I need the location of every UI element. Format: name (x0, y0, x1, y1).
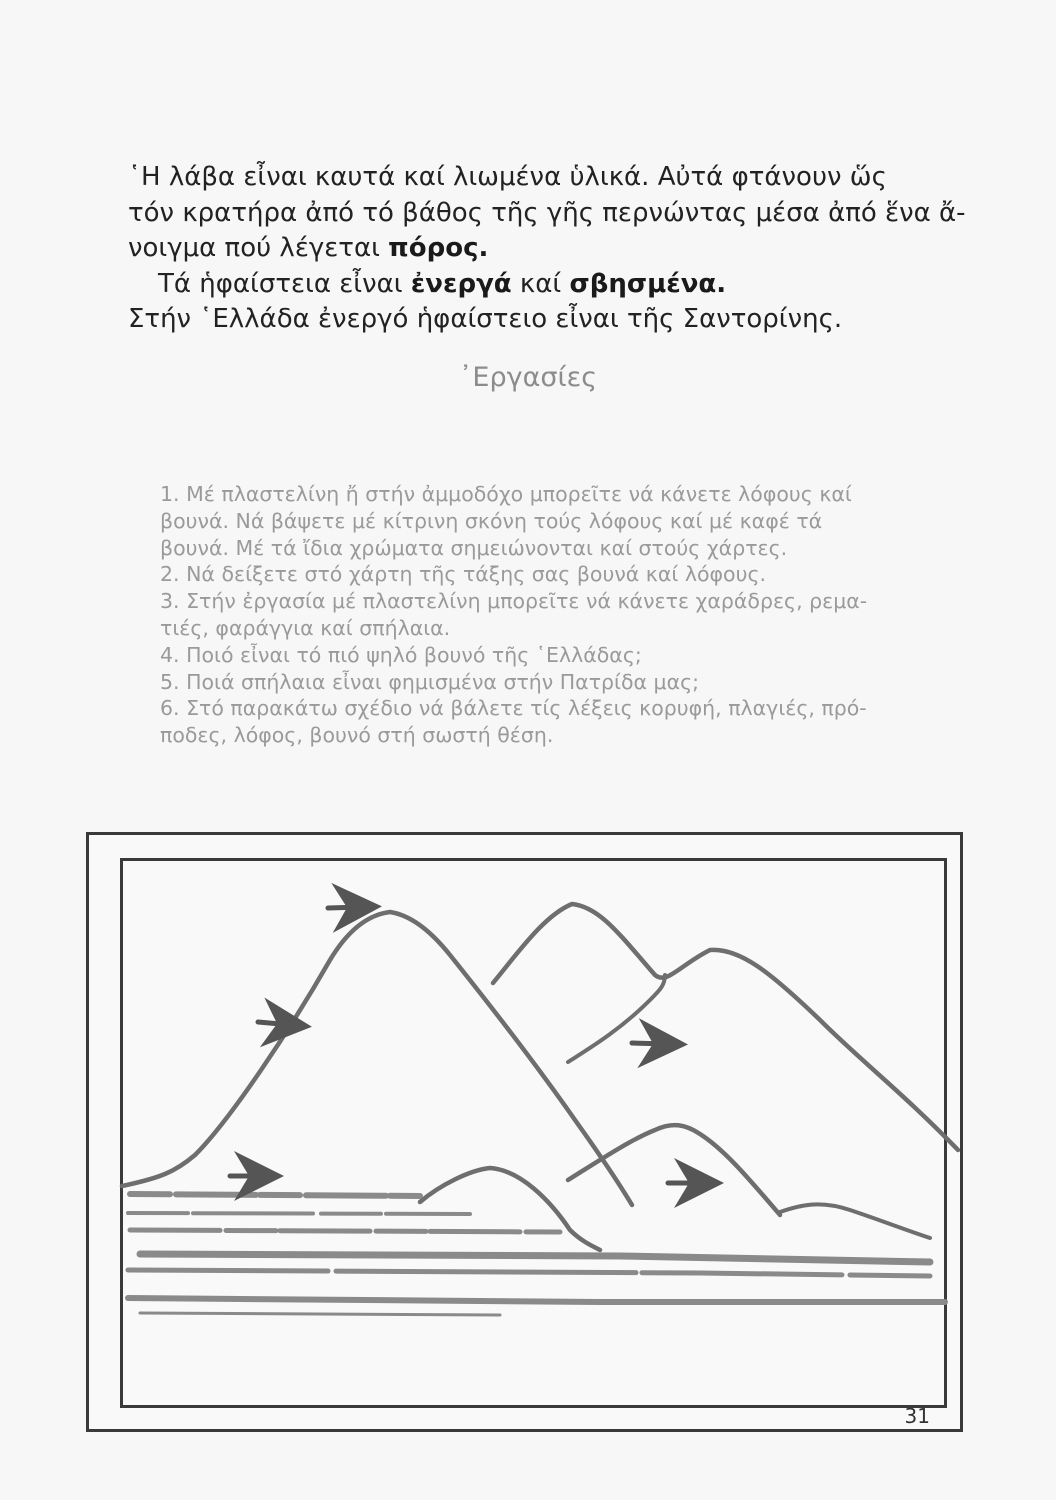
water-stroke (128, 1213, 470, 1214)
water-stroke (140, 1313, 500, 1315)
term-poros: πόρος. (388, 233, 489, 263)
task-line: βουνά. Μέ τά ἴδια χρώματα σημειώνονται καί στούς χάρτες. (160, 535, 788, 560)
intro-line-text: Στήν ῾Ελλάδα ἐνεργό ἡφαίστειο εἶναι τῆς Σαντορίνης. (128, 304, 843, 334)
water-stroke (128, 1270, 930, 1276)
water-stroke (130, 1230, 560, 1232)
middle-hill-outline (568, 1125, 780, 1215)
task-line: 5. Ποιά σπήλαια εἶναι φημισμένα στήν Πατρίδα μας; (160, 669, 700, 694)
big-mountain-outline (122, 912, 632, 1205)
intro-line-text: νοιγμα πού λέγεται (128, 233, 389, 263)
exercises-heading: ᾿Εργασίες (458, 362, 598, 393)
task-line: 2. Νά δείξετε στό χάρτη τῆς τάξης σας βουνά καί λόφους. (160, 562, 766, 587)
task-line: 3. Στήν ἐργασία μέ πλαστελίνη μπορεῖτε νά κάνετε χαράδρες, ρεμα- (160, 589, 868, 614)
intro-line-text: ῾Η λάβα εἶναι καυτά καί λιωμένα ὑλικά. Αὐτά φτάνουν ὥς (128, 162, 887, 192)
water-stroke (128, 1298, 945, 1302)
small-hill-outline (420, 1168, 600, 1250)
water-stroke (130, 1194, 420, 1196)
task-line: 6. Στό παρακάτω σχέδιο νά βάλετε τίς λέξεις κορυφή, πλαγιές, πρό- (160, 696, 867, 721)
water-lines (128, 1194, 945, 1315)
valley-line (568, 975, 665, 1062)
arrow-peak (328, 907, 362, 908)
task-line: βουνά. Νά βάψετε μέ κίτρινη σκόνη τούς λόφους καί μέ καφέ τά (160, 508, 823, 533)
page-number: 31 (904, 1404, 930, 1428)
ridge-line (780, 1204, 930, 1238)
intro-line-text: καί (511, 268, 570, 299)
arrow-slope (258, 1022, 292, 1025)
back-right-mountain-outline (493, 904, 958, 1150)
arrow-mountain (632, 1043, 668, 1044)
term-energa: ἐνεργά (410, 268, 512, 299)
intro-line-text: Τά ἡφαίστεια εἶναι (158, 268, 411, 299)
intro-line-text: τόν κρατήρα ἀπό τό βάθος τῆς γῆς περνώντας μέσα ἀπό ἕνα ἄ- (128, 197, 966, 228)
task-line: ποδες, λόφος, βουνό στή σωστή θέση. (160, 723, 554, 748)
task-line: τιές, φαράγγια καί σπήλαια. (160, 615, 451, 640)
term-sbismena: σβησμένα. (569, 268, 727, 299)
water-stroke (140, 1254, 930, 1262)
task-line: 4. Ποιό εἶναι τό πιό ψηλό βουνό τῆς ῾Ελλάδας; (160, 642, 642, 667)
task-line: 1. Μέ πλαστελίνη ἤ στήν ἀμμοδόχο μπορεῖτε νά κάνετε λόφους καί (160, 482, 852, 506)
